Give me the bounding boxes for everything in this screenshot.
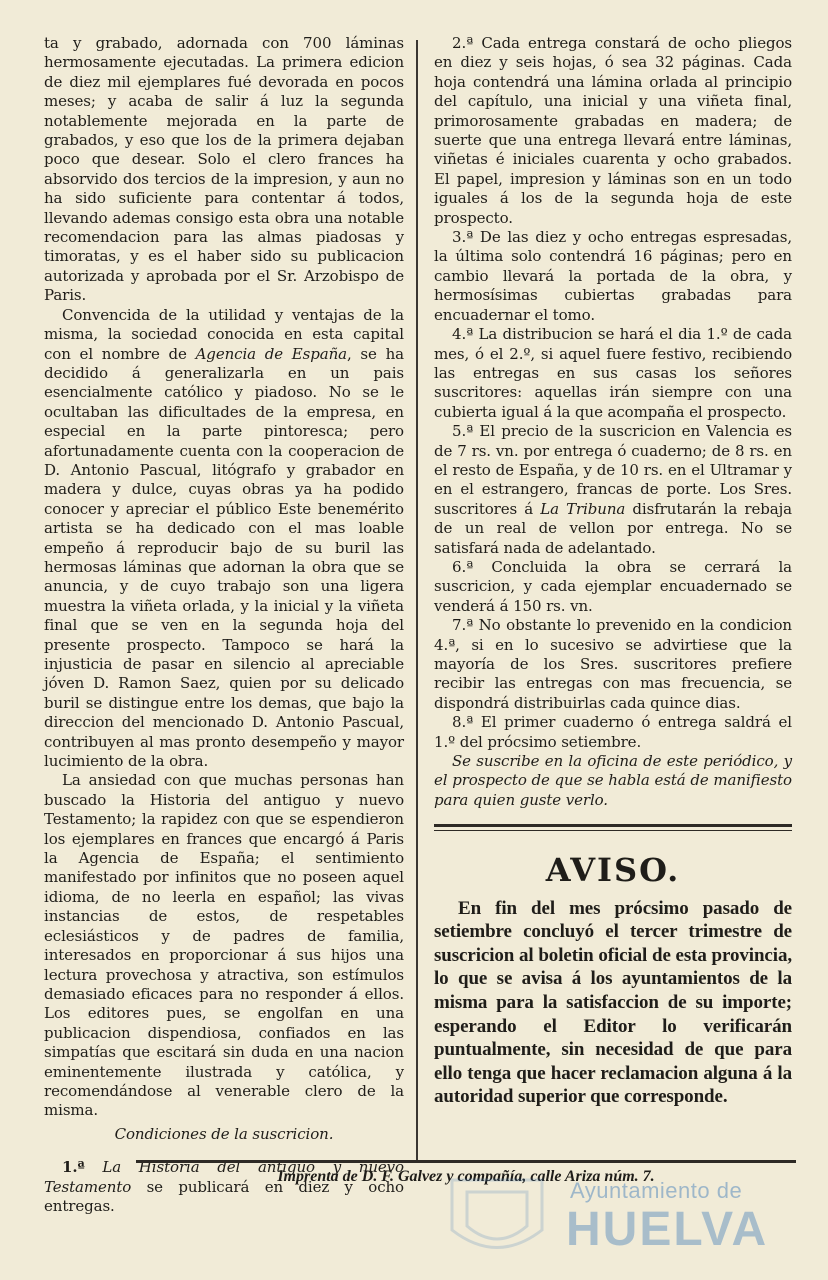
right-column (434, 34, 792, 1109)
condition-7: 7.ª No obstante lo prevenido en la condicion 4.ª, si en lo sucesivo se advirtiese que la mayoría de los Sres. suscritores prefiere recibir las entregas con mas frecuencia, se dispondrá distribuirlas cada quince dias. (434, 616, 792, 712)
condition-4: 4.ª La distribucion se hará el dia 1.º de cada mes, ó el 2.º, si aquel fuere festivo, recibiendo las entregas en sus casas los señores suscritores: aquellas irán siempre con una cubierta igual á la que acompaña el prospecto. (434, 325, 792, 421)
footer-rule (136, 1160, 796, 1163)
agency-name: Agencia de España (195, 344, 347, 363)
column-divider (416, 40, 418, 1160)
condition-5-text-a: 5.ª El precio de la suscricion en Valencia es de 7 rs. vn. por entrega ó cuaderno; de 8 rs. en el resto de España, y de 10 rs. en el Ultramar y en el estrangero, francas de porte. Los Sres. suscritores á (434, 422, 792, 518)
condition-6: 6.ª Concluida la obra se cerrará la suscricion, y cada ejemplar encuadernado se venderá á 150 rs. vn. (434, 557, 792, 615)
subscription-note: Se suscribe en la oficina de este periódico, y el prospecto de que se habla está de manifiesto para quien guste verlo. (434, 752, 792, 809)
condition-1-number: 1.ª (62, 1158, 85, 1177)
watermark-line-1: Ayuntamiento de (570, 1178, 743, 1203)
notice-title: AVISO. (545, 851, 681, 890)
notice-body (434, 897, 792, 1109)
condition-2: 2.ª Cada entrega constará de ocho pliegos en diez y seis hojas, ó sea 32 páginas. Cada hoja contendrá una lámina orlada al principio del capítulo, una inicial y una viñeta final, primorosamente grabadas en madera; de suerte que una entrega llevará entre láminas, viñetas é iniciales cuarenta y ocho grabados. El papel, impresion y láminas son en un todo iguales á los de la segunda hoja de este prospecto. (434, 34, 792, 227)
condition-5-text-b: disfrutarán la rebaja de un real de vellon por entrega. No se satisfará nada de adelantado. (434, 499, 792, 557)
conditions-heading: Condiciones de la suscricion. (114, 1124, 334, 1143)
paragraph-intro: ta y grabado, adornada con 700 láminas hermosamente ejecutadas. La primera edicion de diez mil ejemplares fué devorada en pocos meses; y acaba de salir á luz la segunda notablemente mejorada en la parte de grabados, y eso que los de la primera dejaban poco que desear. Solo el clero frances ha absorvido dos tercios de la impresion, y aun no ha sido suficiente para contentar á todos, llevando ademas consigo esta obra una notable recomendacion para las almas piadosas y timoratas, y es el haber sido su publicacion autorizada y aprobada por el Sr. Arzobispo de Paris. (44, 34, 404, 305)
section-divider (434, 824, 792, 831)
paragraph-agency-text-b: , se ha decidido á generalizarla en un pais esencialmente católico y piadoso. No se le ocultaban las dificultades de la empresa, en especial en la parte pintoresca; pero afortunadamente cuenta con la cooperacion de D. Antonio Pascual, litógrafo y grabador en madera y dulce, cuyas obras ya ha podido conocer y apreciar el público Este benemérito artista se ha dedicado con el mas loable empeño á reproducir bajo de su buril las hermosas láminas que adornan la obra que se anuncia, y de cuyo trabajo son una ligera muestra la viñeta orlada, y la inicial y la viñeta final que se ven en la segunda hoja del presente prospecto. Tampoco se hará la injusticia de pasar en silencio al apreciable jóven D. Ramon Saez, quien por su delicado buril se distingue entre los demas, que bajo la direccion del mencionado D. Antonio Pascual, contribuyen al mas pronto desempeño y mayor lucimiento de la obra. (44, 344, 404, 771)
condition-1 (44, 1158, 404, 1216)
condition-5 (434, 422, 792, 558)
paragraph-agency (44, 306, 404, 772)
left-column (44, 34, 404, 1216)
watermark-line-2: HUELVA (566, 1203, 769, 1256)
printer-imprint: Imprenta de D. F. Galvez y compañía, calle Ariza núm. 7. (277, 1168, 655, 1185)
inner-shield-icon (467, 1192, 527, 1239)
condition-3: 3.ª De las diez y ocho entregas espresadas, la última solo contendrá 16 páginas; pero en cambio llevará la portada de la obra, y hermosísimas cubiertas grabadas para encuadernar el tomo. (434, 228, 792, 324)
paragraph-agency-text-a: Convencida de la utilidad y ventajas de la misma, la sociedad conocida en esta capital con el nombre de (44, 305, 404, 363)
newspaper-name: La Tribuna (540, 499, 626, 518)
condition-8: 8.ª El primer cuaderno ó entrega saldrá el 1.º del prócsimo setiembre. (434, 713, 792, 751)
condition-1-text: se publicará en diez y ocho entregas. (44, 1177, 404, 1215)
condition-1-title: La Historia del antiguo y nuevo Testamento (44, 1158, 404, 1196)
paragraph-anxiety: La ansiedad con que muchas personas han buscado la Historia del antiguo y nuevo Testamento; la rapidez con que se espendieron los ejemplares en frances que encargó á Paris la Agencia de España; el sentimiento manifestado por infinitos que no poseen aquel idioma, de no leerla en español; las vivas instancias de estos, de respetables eclesiásticos y de padres de familia, interesados en proporcionar á sus hijos una lectura provechosa y atractiva, son estímulos demasiado eficaces para no responder á ellos. Los editores pues, se engolfan en una publicacion dispendiosa, confiados en las simpatías que escitará sin duda en una nacion eminentemente ilustrada y católica, y recomendándose al venerable clero de la misma. (44, 771, 404, 1120)
notice-text: En fin del mes prócsimo pasado de setiembre concluyó el tercer trimestre de suscricion al boletin oficial de esta provincia, lo que se avisa á los ayuntamientos de la misma para la satisfaccion de su importe; esperando el Editor lo verificarán puntualmente, sin necesidad de que para ello tenga que hacer reclamacion alguna á la autoridad superior que corresponde. (434, 897, 792, 1108)
